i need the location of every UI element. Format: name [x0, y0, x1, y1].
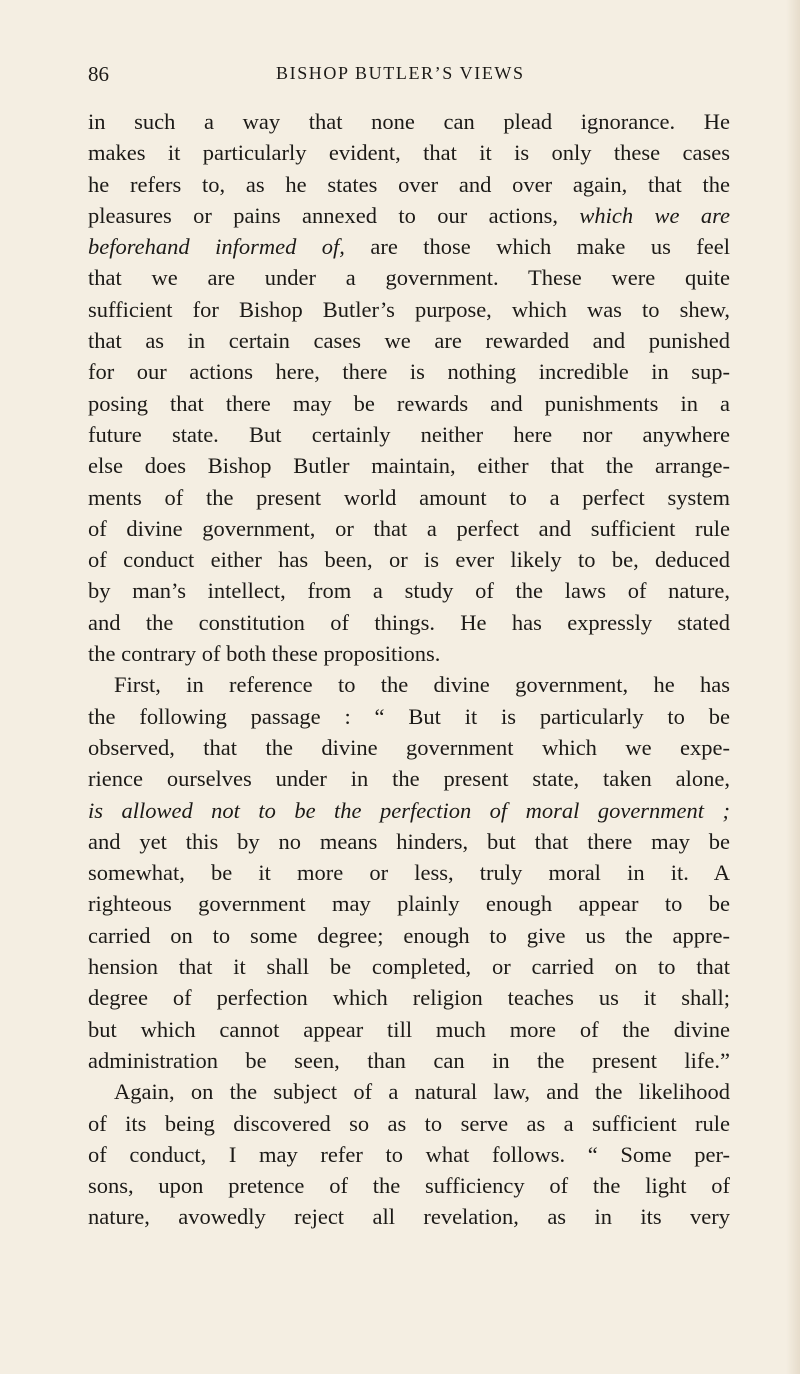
- text-line: for our actions here, there is nothing incredible in sup-: [88, 359, 730, 385]
- text-line: administration be seen, than can in the present life.”: [88, 1047, 730, 1073]
- text-line: hension that it shall be completed, or carried on to that: [88, 954, 730, 980]
- text-line: somewhat, be it more or less, truly moral in it. A: [88, 860, 730, 886]
- text-line: of conduct, I may refer to what follows. “ Some per-: [88, 1141, 730, 1167]
- text-line: sons, upon pretence of the sufficiency of the light of: [88, 1173, 730, 1199]
- text-line: future state. But certainly neither here nor anywhere: [88, 421, 730, 447]
- running-title: BISHOP BUTLER’S VIEWS: [276, 63, 525, 83]
- text-line: of divine government, or that a perfect and sufficient rule: [88, 515, 730, 541]
- italic-emphasis: beforehand informed of,: [88, 234, 345, 260]
- page-edge-shadow: [786, 0, 800, 1374]
- text-line: ments of the present world amount to a perfect system: [88, 484, 730, 510]
- text-line: carried on to some degree; enough to give us the appre-: [88, 922, 730, 948]
- text-line: of its being discovered so as to serve as a sufficient rule: [88, 1110, 730, 1136]
- page-header: [88, 62, 728, 92]
- text-line: makes it particularly evident, that it is only these cases: [88, 140, 730, 166]
- text-line: the contrary of both these propositions.: [88, 641, 441, 667]
- text-line: and the constitution of things. He has expressly stated: [88, 609, 730, 635]
- text-line: and yet this by no means hinders, but that there may be: [88, 828, 730, 854]
- text-line: pleasures or pains annexed to our actions, which we are: [88, 202, 730, 228]
- text-line: First, in reference to the divine government, he has: [114, 672, 730, 698]
- text-line: degree of perfection which religion teaches us it shall;: [88, 985, 730, 1011]
- text-line: Again, on the subject of a natural law, and the likelihood: [114, 1079, 730, 1105]
- page-number: 86: [88, 62, 109, 86]
- text-line: he refers to, as he states over and over again, that the: [88, 171, 730, 197]
- text-line: nature, avowedly reject all revelation, as in its very: [88, 1204, 730, 1230]
- text-line: righteous government may plainly enough appear to be: [88, 891, 730, 917]
- text-line: that as in certain cases we are rewarded and punished: [88, 328, 730, 354]
- text-line: the following passage : “ But it is particularly to be: [88, 703, 730, 729]
- text-line: of conduct either has been, or is ever likely to be, deduced: [88, 547, 730, 573]
- text-line: beforehand informed of, are those which make us feel: [88, 234, 730, 260]
- text-line: that we are under a government. These were quite: [88, 265, 730, 291]
- text-line: by man’s intellect, from a study of the laws of nature,: [88, 578, 730, 604]
- text-line: but which cannot appear till much more of the divine: [88, 1016, 730, 1042]
- text-line: sufficient for Bishop Butler’s purpose, which was to shew,: [88, 296, 730, 322]
- body-text: [88, 106, 730, 1233]
- text-line: rience ourselves under in the present state, taken alone,: [88, 766, 730, 792]
- italic-emphasis: which we are: [579, 202, 730, 228]
- text-line: posing that there may be rewards and punishments in a: [88, 390, 730, 416]
- text-line: in such a way that none can plead ignorance. He: [88, 109, 730, 134]
- text-line: observed, that the divine government which we expe-: [88, 734, 730, 760]
- italic-emphasis: is allowed not to be the perfection of moral government ;: [88, 797, 730, 823]
- text-line: else does Bishop Butler maintain, either that the arrange-: [88, 453, 730, 479]
- text-line: [88, 795, 730, 826]
